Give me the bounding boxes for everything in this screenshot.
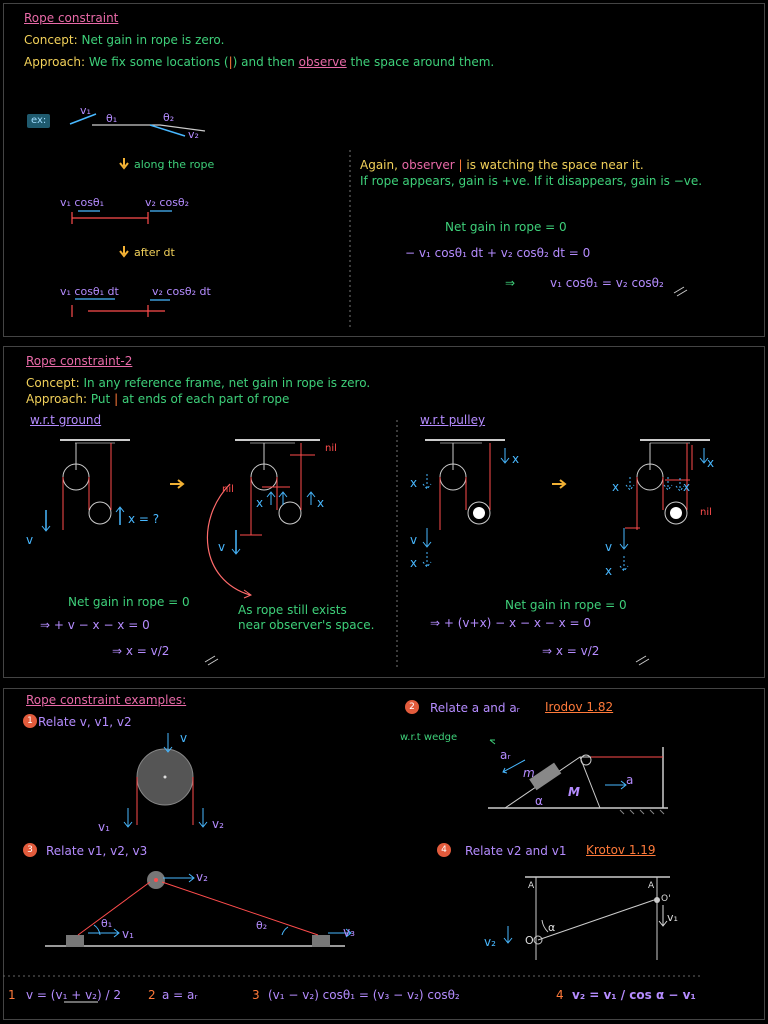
nil-label: nil — [700, 507, 712, 518]
panel1-eq2: v₁ cosθ₁ = v₂ cosθ₂ — [550, 276, 664, 290]
answer-3-number: 3 — [252, 988, 260, 1002]
x-label: x — [256, 496, 264, 510]
wrt-pulley-label: w.r.t pulley — [420, 413, 486, 427]
panel2-net-gain-left: Net gain in rope = 0 — [68, 595, 190, 609]
x-label: x — [410, 556, 418, 570]
v-label: v — [410, 533, 418, 547]
ex4-alpha: α — [548, 921, 556, 934]
ex4-Op: O' — [661, 894, 671, 904]
v2cosdt-label: v₂ cosθ₂ dt — [152, 285, 211, 298]
panel2-eq-left: ⇒ + v − x − x = 0 — [40, 618, 150, 632]
v2-label: v₂ — [188, 128, 199, 141]
panel2-res-left: ⇒ x = v/2 — [112, 644, 170, 658]
example-2-ref: Irodov 1.82 — [545, 700, 614, 714]
x-label: x — [605, 564, 613, 578]
panel2-note2: near observer's space. — [238, 618, 375, 632]
ex2-a: a — [626, 773, 634, 787]
example-3-badge: 3 — [23, 843, 37, 857]
example-2-badge: 2 — [405, 700, 419, 714]
panel1-eq1: − v₁ cosθ₁ dt + v₂ cosθ₂ dt = 0 — [405, 246, 591, 260]
nil-label: nil — [222, 484, 234, 495]
panel2-eq-right: ⇒ + (v+x) − x − x − x = 0 — [430, 616, 592, 630]
ex2-alpha: α — [535, 794, 543, 808]
answer-4-number: 4 — [556, 988, 564, 1002]
ex3-v2: v₂ — [196, 870, 208, 884]
ex3-theta2: θ₂ — [256, 919, 268, 932]
ex3-v3: v₃ — [343, 925, 355, 939]
x-label: x — [512, 452, 520, 466]
panel1-title: Rope constraint — [24, 11, 119, 25]
example-3-text: Relate v1, v2, v3 — [46, 844, 148, 858]
answer-2: a = aᵣ — [162, 988, 198, 1002]
ex4-v1: v₁ — [667, 911, 678, 924]
nil-label: nil — [325, 443, 337, 454]
wrt-wedge-label: w.r.t wedge — [400, 732, 458, 743]
panel1-approach: Approach: We fix some locations (|) and then observe the space around them. — [24, 55, 495, 69]
if-rope-text: If rope appears, gain is +ve. If it disappears, gain is −ve. — [360, 174, 703, 188]
ex4-A: A — [528, 881, 535, 891]
answer-4: v₂ = v₁ / cos α − v₁ — [572, 988, 696, 1002]
panel2-net-gain-right: Net gain in rope = 0 — [505, 598, 627, 612]
v1cosdt-label: v₁ cosθ₁ dt — [60, 285, 119, 298]
ex4-O: O — [525, 934, 534, 947]
panel2-concept: Concept: In any reference frame, net gain in rope is zero. — [26, 376, 371, 390]
v2cos-label: v₂ cosθ₂ — [145, 196, 190, 209]
wrt-ground-label: w.r.t ground — [30, 413, 102, 427]
v-label: v — [26, 533, 34, 547]
example-1-text: Relate v, v1, v2 — [38, 715, 132, 729]
again-text: Again, observer | is watching the space near it. — [360, 158, 644, 172]
answer-3: (v₁ − v₂) cosθ₁ = (v₃ − v₂) cosθ₂ — [268, 988, 460, 1002]
v-label: v — [605, 540, 613, 554]
ex2-m: m — [523, 766, 535, 780]
v1-label: v₁ — [80, 104, 91, 117]
v1cos-label: v₁ cosθ₁ — [60, 196, 105, 209]
after-dt-label: after dt — [134, 246, 175, 259]
example-2-text: Relate a and aᵣ — [430, 701, 520, 715]
panel2-note1: As rope still exists — [238, 603, 347, 617]
along-rope-label: along the rope — [134, 158, 215, 171]
panel1-implies: ⇒ — [505, 276, 516, 290]
panel3-title: Rope constraint examples: — [26, 693, 187, 707]
xq-label: x = ? — [128, 512, 160, 526]
panel2-approach: Approach: Put | at ends of each part of rope — [26, 392, 290, 406]
x-label: x — [612, 480, 620, 494]
ex2-ar: aᵣ — [500, 748, 511, 762]
answer-1-number: 1 — [8, 988, 16, 1002]
x-label: x — [683, 480, 691, 494]
x-label: x — [317, 496, 325, 510]
example-4-ref: Krotov 1.19 — [586, 843, 656, 857]
ex-tag: ex: — [27, 114, 50, 128]
answer-1: v = (v₁ + v₂) / 2 — [26, 988, 121, 1002]
panel2-title: Rope constraint-2 — [26, 354, 133, 368]
ex1-v1: v₁ — [98, 820, 110, 834]
example-4-text: Relate v2 and v1 — [465, 844, 567, 858]
ex4-v2: v₂ — [484, 935, 496, 949]
panel1-net-gain: Net gain in rope = 0 — [445, 220, 567, 234]
panel1-concept: Concept: Net gain in rope is zero. — [24, 33, 225, 47]
answer-2-number: 2 — [148, 988, 156, 1002]
ex3-theta1: θ₁ — [101, 917, 113, 930]
x-label: x — [707, 456, 715, 470]
theta1-label: θ₁ — [106, 112, 118, 125]
v-label: v — [218, 540, 226, 554]
ex3-v1: v₁ — [122, 927, 134, 941]
ex2-M: M — [568, 785, 580, 799]
example-1-badge: 1 — [23, 714, 37, 728]
ex1-v: v — [180, 731, 188, 745]
ex4-A: A — [648, 881, 655, 891]
x-label: x — [410, 476, 418, 490]
theta2-label: θ₂ — [163, 111, 175, 124]
panel2-res-right: ⇒ x = v/2 — [542, 644, 600, 658]
ex1-v2: v₂ — [212, 817, 224, 831]
example-4-badge: 4 — [437, 843, 451, 857]
